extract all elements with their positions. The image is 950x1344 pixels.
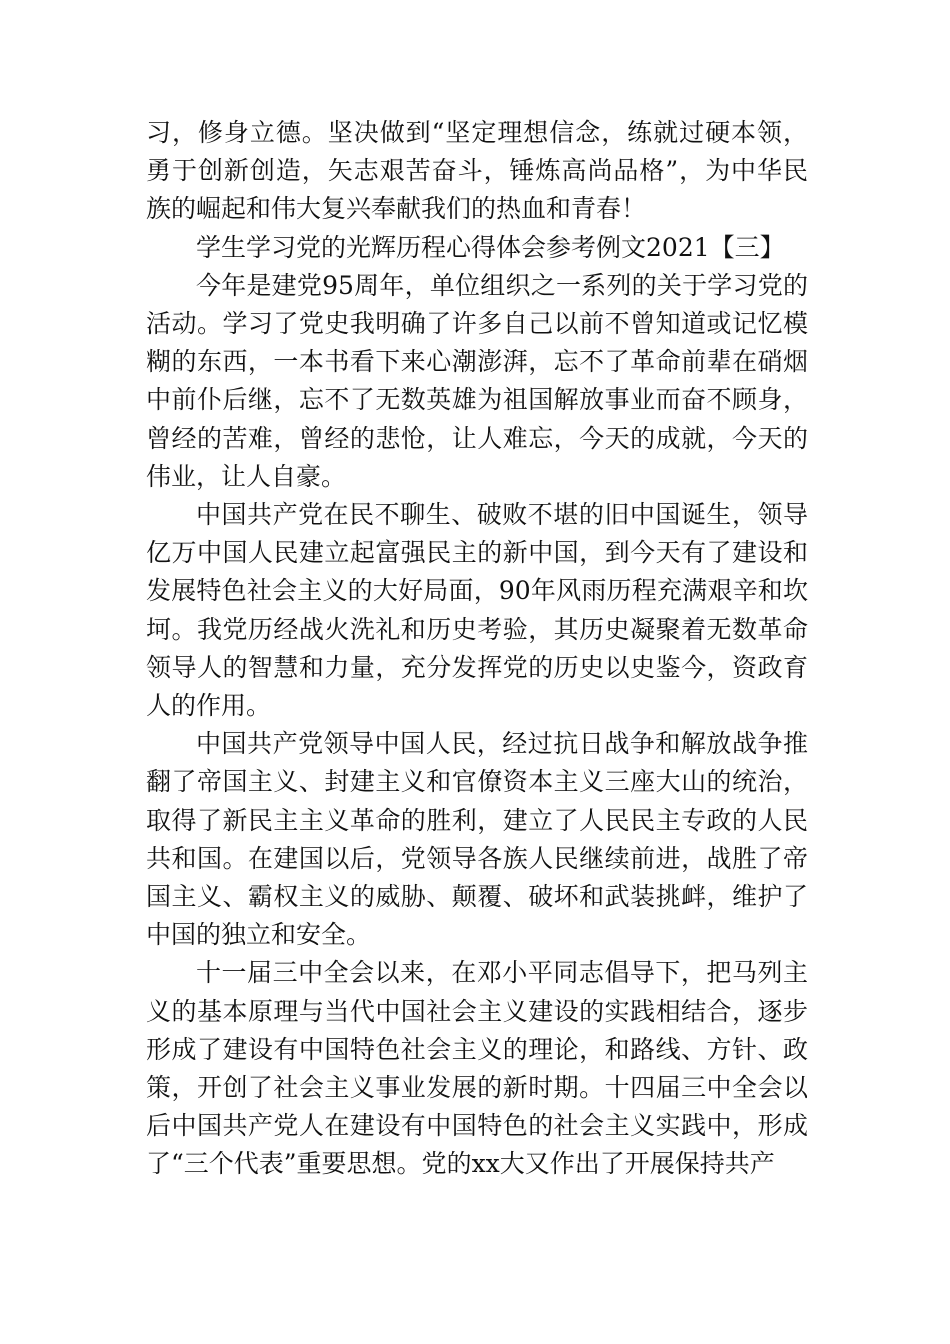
- section-heading: 学生学习党的光辉历程心得体会参考例文2021【三】: [196, 232, 785, 262]
- document-body: [146, 114, 808, 1184]
- paragraph: 今年是建党95周年，单位组织之一系列的关于学习党的活动。学习了党史我明确了许多自己以前不曾知道或记忆模糊的东西，一本书看下来心潮澎湃，忘不了革命前辈在硝烟中前仆后继，忘不了无数英雄为祖国解放事业而奋不顾身，曾经的苦难，曾经的悲怆，让人难忘，今天的成就，今天的伟业，让人自豪。: [146, 270, 808, 491]
- paragraph: 中国共产党领导中国人民，经过抗日战争和解放战争推翻了帝国主义、封建主义和官僚资本主义三座大山的统治，取得了新民主主义革命的胜利，建立了人民民主专政的人民共和国。在建国以后，党领导各族人民继续前进，战胜了帝国主义、霸权主义的威胁、颠覆、破坏和武装挑衅，维护了中国的独立和安全。: [146, 729, 808, 950]
- paragraph: 十一届三中全会以来，在邓小平同志倡导下，把马列主义的基本原理与当代中国社会主义建设的实践相结合，逐步形成了建设有中国特色社会主义的理论，和路线、方针、政策，开创了社会主义事业发展的新时期。十四届三中全会以后中国共产党人在建设有中国特色的社会主义实践中，形成了“三个代表”重要思想。党的xx大又作出了开展保持共产: [146, 958, 808, 1179]
- paragraph: 中国共产党在民不聊生、破败不堪的旧中国诞生，领导亿万中国人民建立起富强民主的新中国，到今天有了建设和发展特色社会主义的大好局面，90年风雨历程充满艰辛和坎坷。我党历经战火洗礼和历史考验，其历史凝聚着无数革命领导人的智慧和力量，充分发挥党的历史以史鉴今，资政育人的作用。: [146, 500, 808, 721]
- paragraph-continuation: 习，修身立德。坚决做到“坚定理想信念，练就过硬本领，勇于创新创造，矢志艰苦奋斗，锤炼高尚品格”，为中华民族的崛起和伟大复兴奉献我们的热血和青春！: [146, 118, 808, 224]
